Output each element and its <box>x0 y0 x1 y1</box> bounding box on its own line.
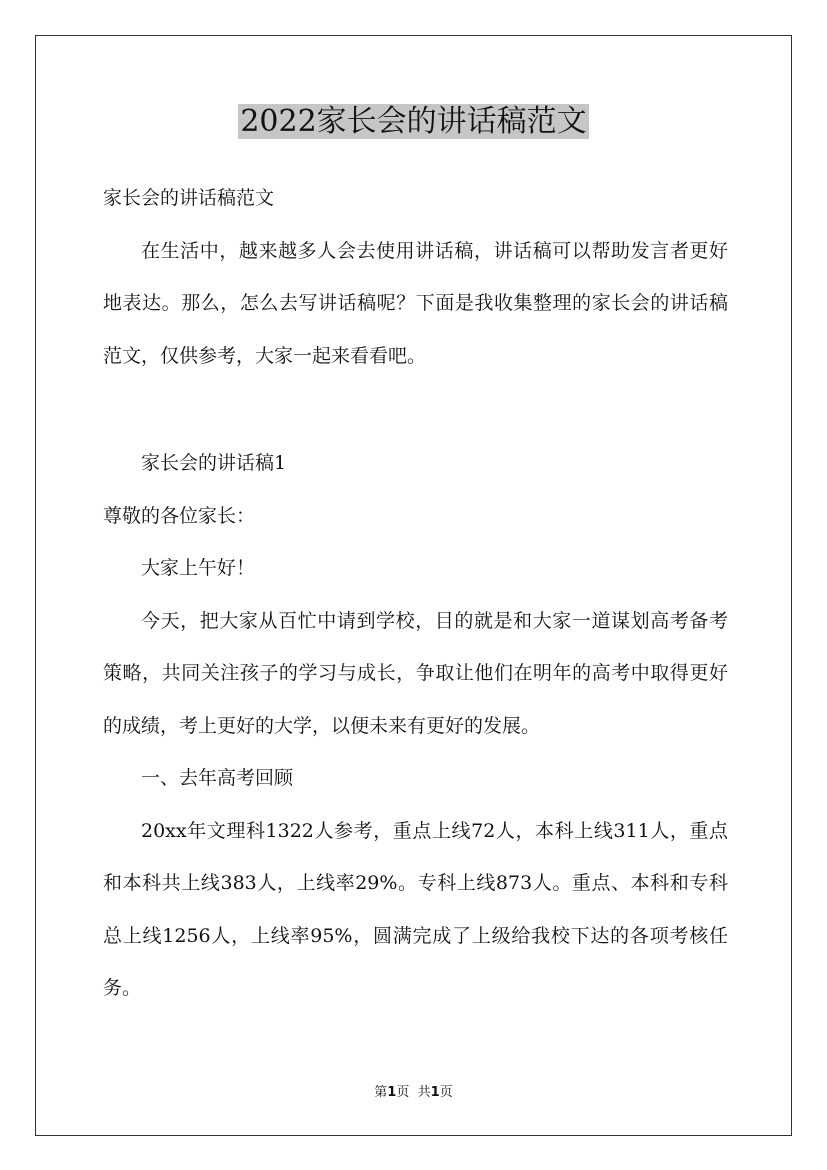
intro-paragraph: 在生活中，越来越多人会去使用讲话稿，讲话稿可以帮助发言者更好地表达。那么，怎么去写讲话稿呢？下面是我收集整理的家长会的讲话稿范文，仅供参考，大家一起来看看吧。 <box>103 239 728 367</box>
page-footer <box>0 1084 827 1102</box>
blank-line <box>103 382 728 437</box>
subsection-heading: 一、去年高考回顾 <box>141 767 294 789</box>
footer-page-suffix: 页 <box>396 1085 410 1100</box>
greeting: 大家上午好！ <box>141 557 256 579</box>
footer-prefix: 第 <box>374 1085 388 1100</box>
footer-page-number: 1 <box>387 1085 397 1100</box>
body-paragraph-results: 20xx年文理科1322人参考，重点上线72人，本科上线311人，重点和本科共上线383人，上线率29%。专科上线873人。重点、本科和专科总上线1256人，上线率95%，圆满完成了上级给我校下达的各项考核任务。 <box>103 819 728 999</box>
footer-total-pages: 1 <box>430 1085 440 1100</box>
salutation: 尊敬的各位家长： <box>103 504 256 527</box>
footer-total-prefix: 共 <box>417 1085 431 1100</box>
document-body <box>103 172 728 1015</box>
footer-total-suffix: 页 <box>439 1085 453 1100</box>
body-paragraph: 今天，把大家从百忙中请到学校，目的就是和大家一道谋划高考备考策略，共同关注孩子的学习与成长，争取让他们在明年的高考中取得更好的成绩，考上更好的大学，以便未来有更好的发展。 <box>103 609 728 737</box>
section-heading: 家长会的讲话稿1 <box>141 452 287 474</box>
subtitle-paragraph: 家长会的讲话稿范文 <box>103 187 275 209</box>
document-title <box>0 102 827 142</box>
document-title-text: 2022家长会的讲话稿范文 <box>240 104 587 139</box>
